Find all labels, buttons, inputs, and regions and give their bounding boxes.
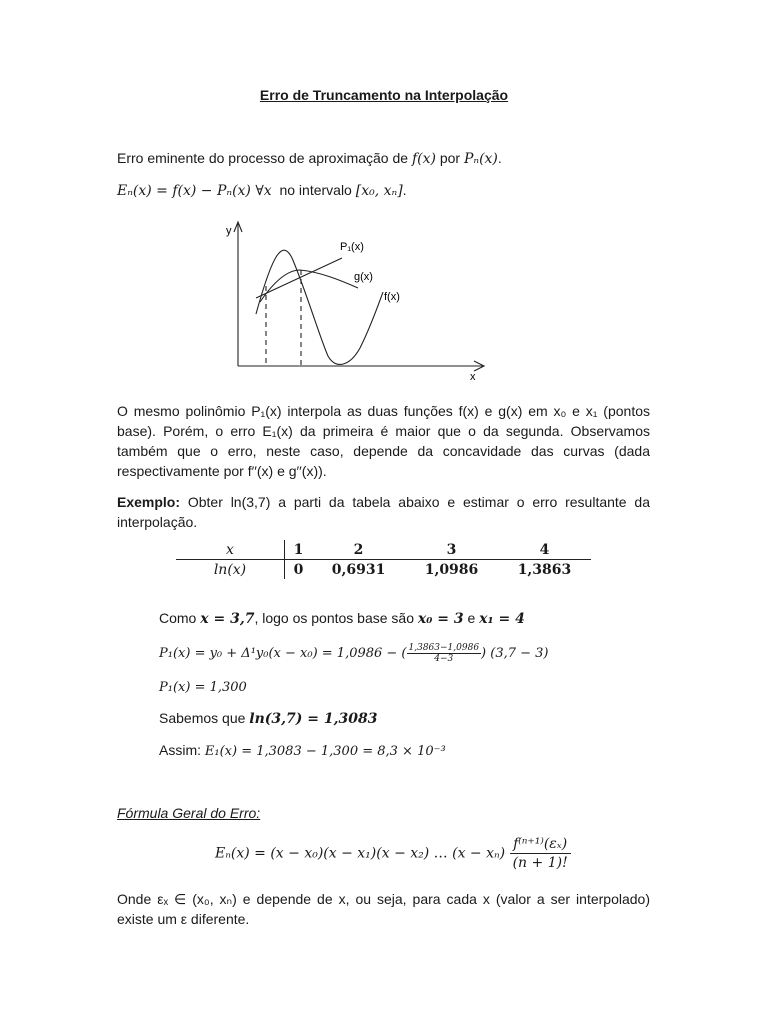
general-formula-num: f⁽ⁿ⁺¹⁾(εₓ): [510, 835, 571, 854]
table-cell: 0,6931: [331, 561, 386, 578]
step-known-value: [159, 710, 377, 727]
step1-x-value: x = 3,7: [200, 611, 255, 627]
example-label: Exemplo:: [117, 494, 181, 510]
table-cell: 1,3863: [517, 561, 572, 578]
table-cell: 1: [285, 540, 313, 560]
step2-fraction: [407, 643, 482, 664]
general-error-formula: [215, 835, 571, 872]
p1-line: [256, 258, 342, 298]
table-cell: 4: [498, 540, 591, 560]
intro-por: por: [439, 150, 461, 166]
interval-text: no intervalo: [279, 182, 352, 198]
table-cell: 0: [293, 561, 304, 578]
general-formula-left: Eₙ(x) = (x − x₀)(x − x₁)(x − x₂) … (x − xₙ): [215, 845, 506, 862]
p1-label: P₁(x): [340, 241, 364, 253]
step-polynomial: [159, 643, 549, 664]
g-curve: [260, 270, 358, 302]
step5-error: E₁(x) = 1,3083 − 1,300 = 8,3 × 10⁻³: [204, 744, 446, 759]
table-cell: 1,0986: [424, 561, 479, 578]
step1-e: e: [467, 610, 476, 626]
step1-x1: x₁ = 4: [479, 611, 525, 627]
example-text: Obter ln(3,7) a parti da tabela abaixo e estimar o erro resultante da interpolação.: [117, 494, 650, 530]
closing-paragraph: Onde εₓ ∈ (x₀, xₙ) e depende de x, ou seja, para cada x (valor a ser interpolado) existe um ε diferente.: [117, 891, 650, 927]
step5-text: Assim:: [159, 742, 201, 758]
explanation-paragraph: O mesmo polinômio P₁(x) interpola as duas funções f(x) e g(x) em x₀ e x₁ (pontos base). Porém, o erro E₁(x) da primeira é maior que o da segunda. Observamos também que o erro, neste caso, depende da concavidade das curvas (dada respectivamente por f′′(x) e g′′(x)).: [117, 403, 650, 479]
step2-right: ) (3,7 − 3): [481, 646, 549, 661]
example-paragraph: [117, 492, 650, 532]
intro-f-expr: f(x): [411, 151, 436, 167]
intro-line-2: [117, 182, 407, 199]
f-label: f(x): [384, 291, 400, 303]
general-formula-heading: Fórmula Geral do Erro:: [117, 805, 261, 821]
intro-end: .: [497, 150, 502, 166]
intro2-end: .: [402, 182, 407, 198]
data-table: [176, 540, 591, 579]
interval-expr: [x₀, xₙ]: [355, 183, 403, 199]
intro-line-1: [117, 150, 502, 167]
step1-text-a: Como: [159, 610, 197, 626]
step2-frac-num: 1,3863−1,0986: [408, 643, 480, 653]
table-cell: ln(x): [176, 560, 285, 580]
table-row-ln: [176, 560, 591, 580]
step-p1-result: P₁(x) = 1,300: [159, 680, 247, 695]
x-axis-label: x: [470, 371, 476, 383]
step4-text: Sabemos que: [159, 710, 246, 726]
interpolation-graph: [220, 218, 500, 383]
step-error-result: [159, 742, 446, 759]
step1-x0: x₀ = 3: [417, 611, 464, 627]
step1-text-c: , logo os pontos base são: [254, 610, 414, 626]
error-definition: Eₙ(x) = f(x) − Pₙ(x) ∀x: [117, 183, 272, 199]
f-curve: [256, 250, 383, 364]
step2-left: P₁(x) = y₀ + Δ¹y₀(x − x₀) = 1,0986 − (: [159, 646, 407, 661]
table-cell: x: [176, 540, 285, 560]
table-cell: 3: [405, 540, 498, 560]
step-base-points: [159, 610, 525, 627]
g-label: g(x): [354, 271, 373, 283]
intro-pn-expr: Pₙ(x): [463, 151, 498, 167]
table-cell: 2: [312, 540, 405, 560]
step2-frac-den: 4−3: [434, 654, 454, 664]
step4-ln-value: ln(3,7) = 1,3083: [249, 711, 378, 727]
general-formula-fraction: [510, 835, 571, 872]
page-title: Erro de Truncamento na Interpolação: [259, 87, 509, 103]
general-formula-den: (n + 1)!: [512, 855, 568, 871]
table-row-x: [176, 540, 591, 560]
intro-text: Erro eminente do processo de aproximação de: [117, 150, 409, 166]
y-axis-label: y: [226, 225, 232, 237]
